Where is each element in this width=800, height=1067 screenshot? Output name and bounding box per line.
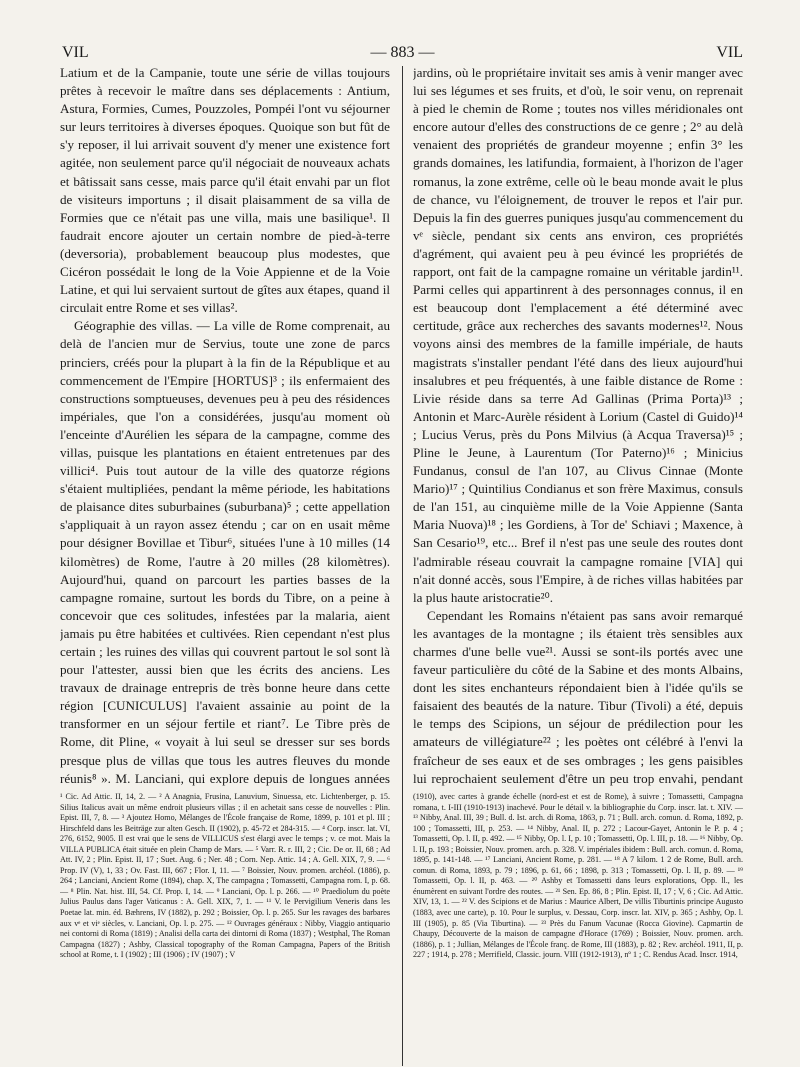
page-number: — 883 — (370, 44, 435, 61)
footnotes-right-text: (1910), avec cartes à grande échelle (nord-est et est de Rome), à suivre ; Tomassetti, Campagna romana, t. I-III (1910-1913) inachevé. Pour le détail v. la bibliographie du Corp. inscr. lat. t. XIV. — ¹³ Nibby, Anal. III, 39 ; Bull. d. Ist. arch. di Roma, 1863, p. 71 ; Bull. arch. comun. d. Roma, 1892, p. 100 ; Tomassetti, III, p. 253. — ¹⁴ Nibby, Anal. II, p. 272 ; Lacour-Gayet, Antonin le P. p. 4 ; Tomassetti, Op. l. II, p. 492. — ¹⁵ Nibby, Op. l. I, p. 10 ; Tomassetti, Op. l. III, p. 18. — ¹⁶ Nibby, Op. l. II, p. 193 ; Boissier, Nouv. promen. arch. p. 328. V. impériales ibidem : Bull. arch. comun. d. Roma, 1895, p. 141-148. — ¹⁷ Lanciani, Ancient Rome, p. 281. — ¹⁸ A 7 kilom. 1 2 de Rome, Bull. arch. comun. di Roma, 1893, p. 79 ; 1896, p. 61, 66 ; 1898, p. 313 ; Tomassetti, Op. l. II, p. 89. — ¹⁹ Tomassetti, Op. l. II, p. 463. — ²⁰ Ashby et Tomassetti dans leurs explorations, Opp. ll., les énumèrent en suivant l'ordre des routes. — ²¹ Sen. Ep. 86, 8 ; Plin. Epist. II, 17 ; V, 6 ; Cic. Ad Attic. XIV, 13, 1. — ²² V. des Scipions et de Marius : Maurice Albert, De villis Tiburtinis principe Augusto (1883, avec une carte), p. 10. Pour le surplus, v. Dessau, Corp. inscr. lat. XIV, p. 365 ; Ashby, Op. l. III (1905), p. 85 (Via Tiburtina). — ²³ Près du Fanum Vacunae (Rocca Giovine). Capmartin de Chaupy, Découverte de la maison de campagne d'Horace (1769) ; Boissier, Nouv. promen. arch. (1886), p. 1 ; Jullian, Mélanges de l'École franç. de Rome, III (1883), p. 82 ; Rev. archéol. 1911, II, p. 227 ; 1914, p. 278 ; Merrifield, Classic. journ. VIII (1912-1913), nº 1 ; C. Rendus Acad. Inscr. 1914, (413, 792, 743, 960)
footnotes-right (413, 792, 743, 1062)
running-header (50, 44, 755, 66)
header-right-keyword: VIL (716, 44, 743, 61)
right-paragraph-2: Cependant les Romains n'étaient pas sans avoir remarqué les avantages de la montagne ; ils étaient très sensibles aux charmes d'une belle vue²¹. Aussi se sont-ils portés avec une faveur particulière du côté de la Sabine et des monts Albains, dont les sites enchanteurs répondaient bien à l'idée qu'ils se faisaient des beautés de la nature. Tibur (Tivoli) a été, depuis le temps des Scipions, un séjour de prédilection pour les amateurs de villégiature²² ; les poètes ont célébré à l'envi la fraîcheur de ses eaux et de ses ombrages ; les gens paisibles lui reprochaient seulement d'être un peu trop envahi, pendant (413, 607, 743, 786)
column-divider (402, 66, 403, 1066)
right-text-column (413, 64, 743, 789)
footnotes-left (60, 792, 390, 1062)
left-text-column (60, 64, 390, 789)
header-left-keyword: VIL (62, 44, 89, 61)
left-paragraph-1: Latium et de la Campanie, toute une série de villas toujours prêtes à recevoir le maître dans ses déplacements : Antium, Astura, Formies, Cumes, Pouzzoles, Pompéi l'ont vu séjourner sur leurs territoires à diverses époques. Quoique son but fût de s'y reposer, il lui arrivait souvent d'y mener une existence fort agitée, non seulement parce qu'il négociait de nouveaux achats et bâtissait sans cesse, mais parce qu'il était envahi par un flot de visiteurs importuns ; il disait plaisamment de sa villa de Formies que ce n'était pas une villa, mais une basilique¹. Il faudrait encore ajouter un certain nombre de pied-à-terre (deversoria), probablement beaucoup plus modestes, que Cicéron possédait le long de la Voie Appienne et de la Voie Latine, et qui lui servaient surtout de gîtes aux étapes, quand il circulait entre Rome et ses villas². (60, 65, 390, 316)
right-paragraph-1: jardins, où le propriétaire invitait ses amis à venir manger avec lui ses légumes et ses fruits, et d'où, le soir venu, on reprenait à pied le chemin de Rome ; toutes nos villes méridionales ont encore autour d'elles des constructions de ce genre ; 2° au delà venaient des propriétés de grandeur moyenne ; enfin 3° les grands domaines, les latifundia, formaient, à l'horizon de l'ager romanus, la zone extrême, celle où le beau monde avait le plus de chance, vu l'éloignement, de trouver le repos et l'air pur. Depuis la fin des guerres puniques jusqu'au commencement du vᵉ siècle, pendant six cents ans environ, ces propriétés d'agrément, qui avaient peu à peu évincé les propriétés de rapport, ont fait de la campagne romaine un véritable jardin¹¹. Parmi celles qui appartinrent à des personnages connus, il en est beaucoup dont l'emplacement a été déterminé avec certitude, grâce aux recherches des savants modernes¹². Nous voyons ainsi des membres de la famille impériale, de hauts magistrats s'installer pendant l'été dans des lieux aujourd'hui insalubres et peu fréquentés, à une faible distance de Rome : Livie réside dans sa terre Ad Gallinas (Prima Porta)¹³ ; Antonin et Marc-Aurèle résident à Lorium (Castel di Guido)¹⁴ ; Lucius Verus, près du Pons Milvius (à Acqua Traversa)¹⁵ ; Pline le Jeune, à Laurentum (Tor Paterno)¹⁶ ; Minicius Fundanus, consul de l'an 107, au Clivus Cinnae (Monte Mario)¹⁷ ; Quintilius Condianus et son frère Maximus, consuls de l'an 151, au cinquième mille de la Voie Appienne (Santa Maria Nuova)¹⁸ ; les Gordiens, à Tor de' Schiavi ; Maxence, à San Cesario¹⁹, etc... Bref il n'est pas une seule des routes dont l'admirable réseau couvrait la campagne romaine [VIA] qui n'ait donné accès, sous l'Empire, à de riches villas habitées par la plus haute aristocratie²⁰. (413, 65, 743, 605)
footnotes-left-text: ¹ Cic. Ad Attic. II, 14, 2. — ² A Anagnia, Frusina, Lanuvium, Sinuessa, etc. Lichtenberger, p. 15. Silius Italicus avait un même endroit plusieurs villas ; il en achetait sans cesse de nouvelles : Plin. Epist. III, 7, 8. — ³ Ajoutez Homo, Mélanges de l'École française de Rome, 1899, p. 101 et pl. III ; Hirschfeld dans les Beiträge zur alten Gesch. II (1902), p. 45-72 et 284-315. — ⁴ Corp. inscr. lat. VI, 276, 6152, 9005. Il est vrai que le sens de VILLICUS s'est élargi avec le temps ; v. ce mot. Mais la VILLA PUBLICA était située en plein Champ de Mars. — ⁵ Varr. R. r. III, 2 ; Cic. De or. II, 68 ; Ad Att. IV, 2 ; Plin. Epist. II, 17 ; Suet. Aug. 6 ; Ner. 48 ; Corn. Nep. Attic. 14 ; A. Gell. XIX, 7, 9. — ⁶ Prop. IV (V), 1, 33 ; Ov. Fast. III, 667 ; Flor. I, 11. — ⁷ Boissier, Nouv. promen. archéol. (1886), p. 264 ; Lanciani, Ancient Rome (1894), chap. X, The campagna ; Tomassetti, Campagna rom. I, p. 68. — ⁸ Plin. Nat. hist. III, 54. Cf. Prop. I, 14. — ⁹ Lanciani, Op. l. p. 266. — ¹⁰ Praediolum du poète Julius Paulus dans l'ager Vaticanus : A. Gell. XIX, 7, 1. — ¹¹ V. le Pervigilium Veneris dans les Poetae lat. min. éd. Bæhrens, IV (1882), p. 292 ; Boissier, Op. l. p. 265. Sur les ravages des barbares aux vᵉ et viᵉ siècles, v. Lanciani, Op. l. p. 275. — ¹² Ouvrages généraux : Nibby, Viaggio antiquario nei contorni di Roma (1819) ; Analisi della carta dei dintorni di Roma (1837) ; Westphal, The Roman Campagna (1827) ; Ashby, Classical topography of the Roman Campagna, Papers of the British school at Rome, t. I (1902) ; III (1906) ; IV (1907) ; V (60, 792, 390, 960)
left-paragraph-geographie: Géographie des villas. — La ville de Rome comprenait, au delà de l'ancien mur de Servius, toute une zone de parcs princiers, créés pour la plupart à la fin de la République et au commencement de l'Empire [HORTUS]³ ; ils enfermaient des constructions somptueuses, devenues peu à peu des résidences impériales, que l'on a considérées, jusqu'au moment où l'enceinte d'Aurélien les sépara de la campagne, comme des villas, puisque les plantations en étaient entretenues par des villici⁴. Puis tout autour de la ville des quatorze régions s'étaient multipliées, pendant la même période, les habitations de plaisance dites suburbaines (suburbana)⁵ ; cette appellation s'appliquait à un rayon assez étendu ; car on en usait même pour désigner Bovillae et Tibur⁶, situées l'une à 10 milles (14 kilomètres) de Rome, l'autre à 20 milles (28 kilomètres). Aujourd'hui, quand on parcourt les parties basses de la campagne romaine, surtout les bords du Tibre, on a peine à concevoir que ces solitudes, infestées par la malaria, aient jamais pu être habitées et cultivées. Rien cependant n'est plus certain ; les ruines des villas qui couvrent partout le sol sont là pour l'attester, aussi bien que les écrits des anciens. Les travaux de drainage entrepris de très bonne heure dans cette région [CUNICULUS] l'avaient assainie au point de la transformer en un séjour fertile et riant⁷. Le Tibre près de Rome, dit Pline, « voyait à lui seul se dresser sur ses bords presque plus de villas que tous les autres fleuves du monde réunis⁸ ». M. Lanciani, qui explore depuis de longues années (60, 318, 390, 786)
